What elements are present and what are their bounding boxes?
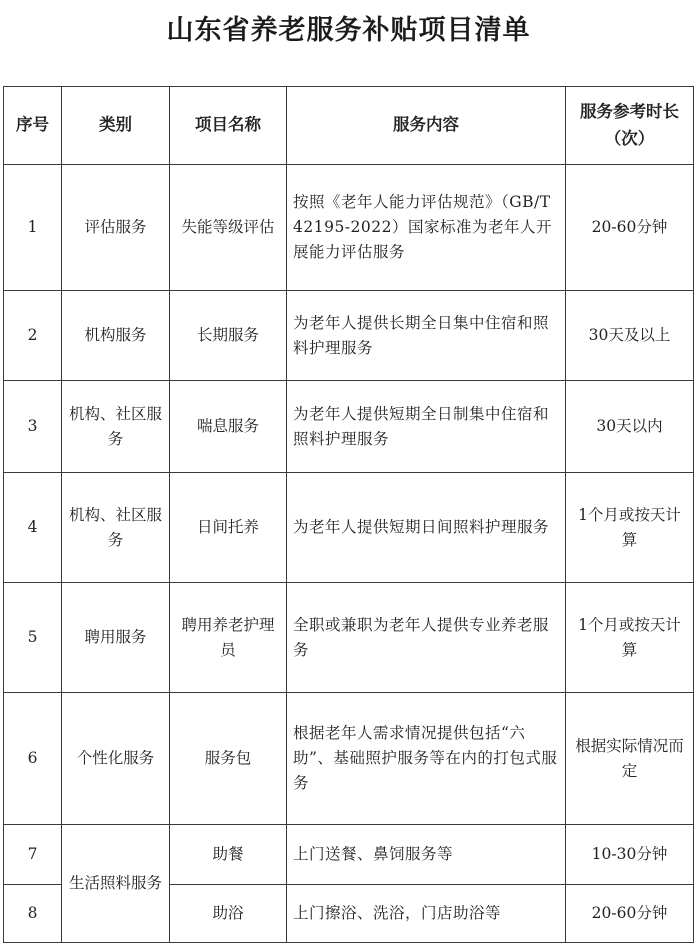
row-index: 8	[4, 885, 62, 943]
table-header-row	[4, 87, 694, 165]
header-index: 序号	[4, 87, 62, 165]
table-row	[4, 825, 694, 885]
row-duration: 根据实际情况而定	[566, 693, 694, 825]
table-row	[4, 693, 694, 825]
row-item-name: 日间托养	[170, 473, 287, 583]
row-duration: 1个月或按天计算	[566, 583, 694, 693]
subsidy-items-table	[3, 86, 694, 943]
row-category: 机构、社区服务	[62, 381, 170, 473]
row-item-name: 喘息服务	[170, 381, 287, 473]
row-content: 按照《老年人能力评估规范》（GB/T 42195-2022）国家标准为老年人开展能力评估服务	[287, 165, 566, 291]
row-content: 全职或兼职为老年人提供专业养老服务	[287, 583, 566, 693]
row-content: 上门擦浴、洗浴，门店助浴等	[287, 885, 566, 943]
table-row	[4, 583, 694, 693]
row-content: 上门送餐、鼻饲服务等	[287, 825, 566, 885]
row-duration: 20-60分钟	[566, 165, 694, 291]
table-row	[4, 473, 694, 583]
row-duration: 30天以内	[566, 381, 694, 473]
row-item-name: 助餐	[170, 825, 287, 885]
row-item-name: 服务包	[170, 693, 287, 825]
header-category: 类别	[62, 87, 170, 165]
row-category: 评估服务	[62, 165, 170, 291]
row-category: 聘用服务	[62, 583, 170, 693]
document-title: 山东省养老服务补贴项目清单	[166, 15, 531, 46]
row-duration: 20-60分钟	[566, 885, 694, 943]
row-index: 3	[4, 381, 62, 473]
row-index: 1	[4, 165, 62, 291]
header-content: 服务内容	[287, 87, 566, 165]
row-category: 个性化服务	[62, 693, 170, 825]
table-row	[4, 381, 694, 473]
row-category: 生活照料服务	[62, 825, 170, 943]
row-index: 6	[4, 693, 62, 825]
row-category: 机构服务	[62, 291, 170, 381]
row-index: 4	[4, 473, 62, 583]
row-content: 为老年人提供短期全日制集中住宿和照料护理服务	[287, 381, 566, 473]
row-duration: 30天及以上	[566, 291, 694, 381]
table-row	[4, 291, 694, 381]
table-row	[4, 165, 694, 291]
row-item-name: 失能等级评估	[170, 165, 287, 291]
row-duration: 1个月或按天计算	[566, 473, 694, 583]
header-duration: 服务参考时长（次）	[566, 87, 694, 165]
row-index: 5	[4, 583, 62, 693]
row-content: 为老年人提供长期全日集中住宿和照料护理服务	[287, 291, 566, 381]
row-item-name: 助浴	[170, 885, 287, 943]
row-item-name: 长期服务	[170, 291, 287, 381]
row-content: 根据老年人需求情况提供包括“六助”、基础照护服务等在内的打包式服务	[287, 693, 566, 825]
header-item-name: 项目名称	[170, 87, 287, 165]
row-content: 为老年人提供短期日间照料护理服务	[287, 473, 566, 583]
row-index: 7	[4, 825, 62, 885]
row-item-name: 聘用养老护理员	[170, 583, 287, 693]
row-index: 2	[4, 291, 62, 381]
row-category: 机构、社区服务	[62, 473, 170, 583]
row-duration: 10-30分钟	[566, 825, 694, 885]
